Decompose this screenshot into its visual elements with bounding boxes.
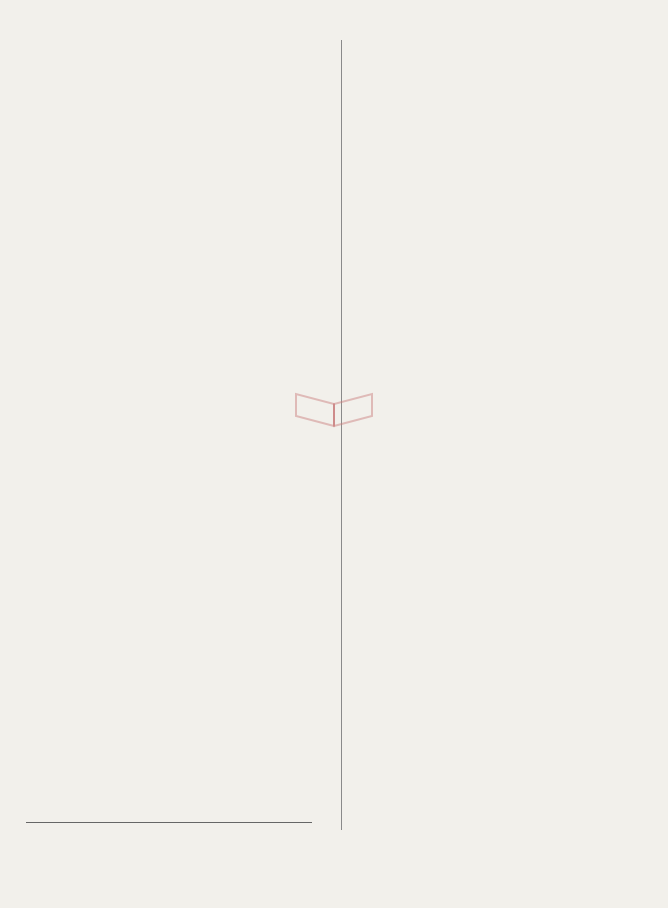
footnote-rule — [26, 822, 312, 823]
watermark-book-icon — [288, 386, 380, 432]
column-divider — [341, 40, 342, 830]
